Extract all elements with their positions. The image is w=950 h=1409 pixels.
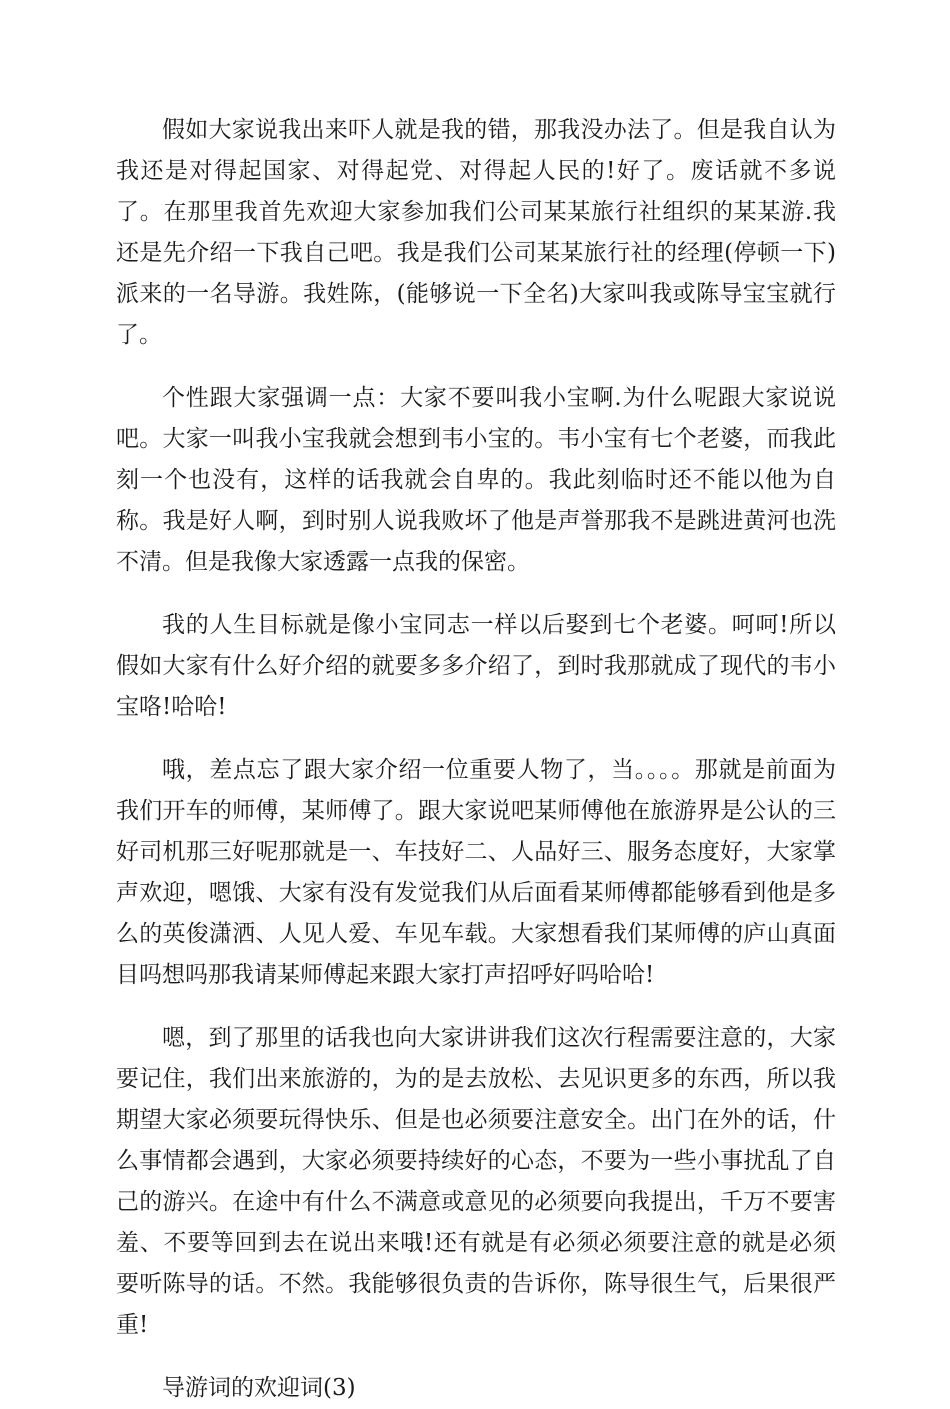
paragraph-1: 假如大家说我出来吓人就是我的错，那我没办法了。但是我自认为我还是对得起国家、对得起党、对得起人民的!好了。废话就不多说了。在那里我首先欢迎大家参加我们公司某某旅行社组织的某某游.我还是先介绍一下我自己吧。我是我们公司某某旅行社的经理(停顿一下)派来的一名导游。我姓陈，(能够说一下全名)大家叫我或陈导宝宝就行了。 xyxy=(116,117,836,348)
paragraph-4: 哦，差点忘了跟大家介绍一位重要人物了，当。。。。那就是前面为我们开车的师傅，某师傅了。跟大家说吧某师傅他在旅游界是公认的三好司机那三好呢那就是一、车技好二、人品好三、服务态度好，大家掌声欢迎，嗯饿、大家有没有发觉我们从后面看某师傅都能够看到他是多么的英俊潇洒、人见人爱、车见车载。大家想看我们某师傅的庐山真面目吗想吗那我请某师傅起来跟大家打声招呼好吗哈哈! xyxy=(116,757,836,988)
document-body xyxy=(116,110,836,1409)
paragraph-2: 个性跟大家强调一点：大家不要叫我小宝啊.为什么呢跟大家说说吧。大家一叫我小宝我就会想到韦小宝的。韦小宝有七个老婆，而我此刻一个也没有，这样的话我就会自卑的。我此刻临时还不能以他为自称。我是好人啊，到时别人说我败坏了他是声誉那我不是跳进黄河也洗不清。但是我像大家透露一点我的保密。 xyxy=(116,385,836,575)
paragraph-3: 我的人生目标就是像小宝同志一样以后娶到七个老婆。呵呵!所以假如大家有什么好介绍的就要多多介绍了，到时我那就成了现代的韦小宝咯!哈哈! xyxy=(116,612,836,720)
section-heading: 导游词的欢迎词(3) xyxy=(162,1375,356,1401)
paragraph-5: 嗯，到了那里的话我也向大家讲讲我们这次行程需要注意的，大家要记住，我们出来旅游的，为的是去放松、去见识更多的东西，所以我期望大家必须要玩得快乐、但是也必须要注意安全。出门在外的话，什么事情都会遇到，大家必须要持续好的心态，不要为一些小事扰乱了自己的游兴。在途中有什么不满意或意见的必须要向我提出，千万不要害羞、不要等回到去在说出来哦!还有就是有必须必须要注意的就是必须要听陈导的话。不然。我能够很负责的告诉你，陈导很生气，后果很严重! xyxy=(116,1025,836,1338)
